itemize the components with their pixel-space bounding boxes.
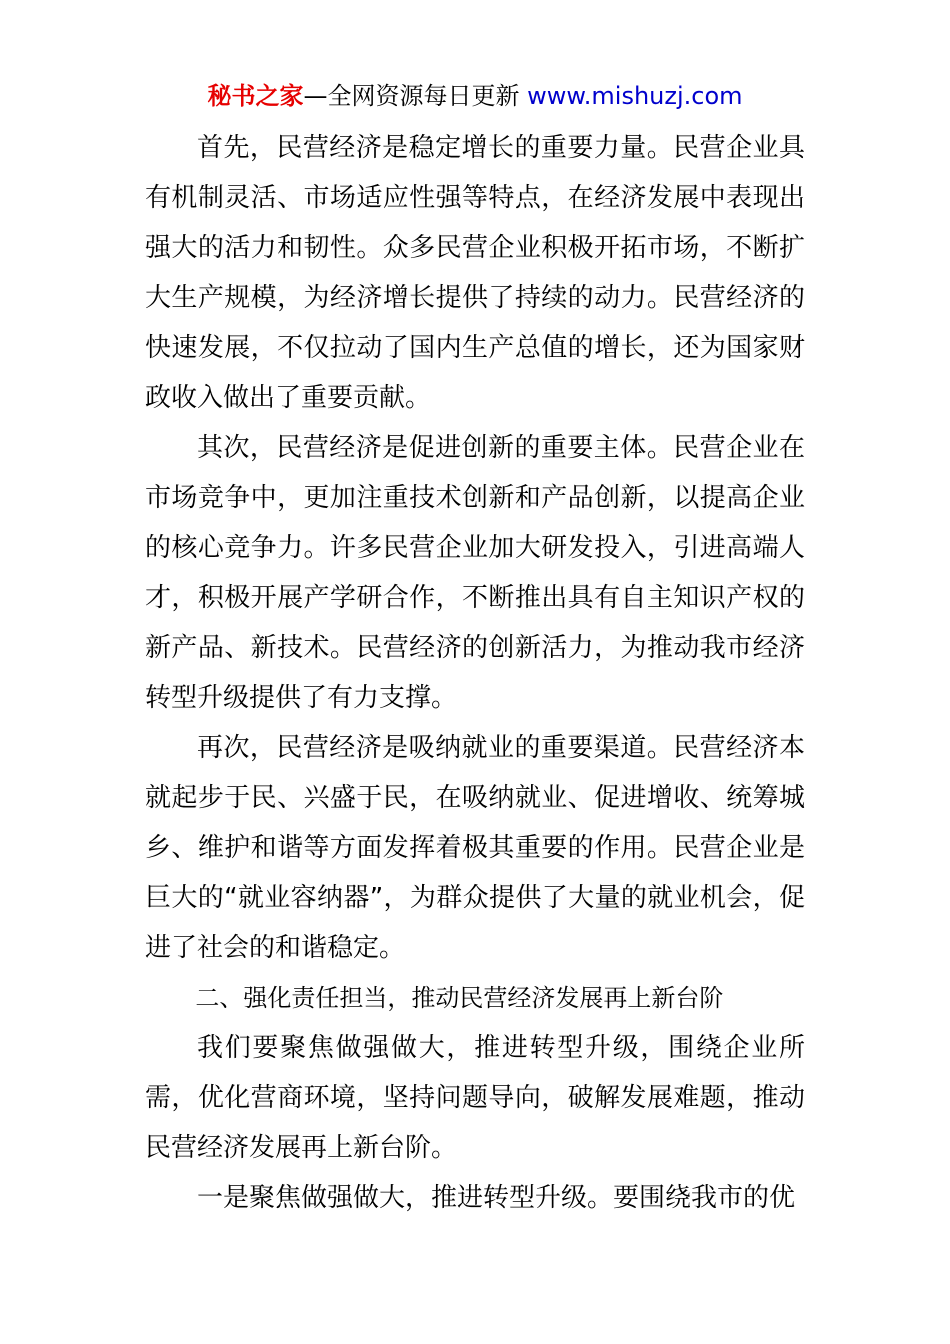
paragraph-5: 一是聚焦做强做大，推进转型升级。要围绕我市的优 bbox=[197, 1183, 796, 1213]
document-body bbox=[145, 123, 805, 1223]
site-url-link[interactable]: www.mishuzj.com bbox=[527, 82, 743, 110]
site-brand: 秘书之家 bbox=[207, 82, 304, 110]
paragraph-2: 其次，民营经济是促进创新的重要主体。民营企业在市场竞争中，更加注重技术创新和产品创新，以提高企业的核心竞争力。许多民营企业加大研发投入，引进高端人才，积极开展产学研合作，不断推出具有自主知识产权的新产品、新技术。民营经济的创新活力，为推动我市经济转型升级提供了有力支撑。 bbox=[145, 433, 805, 713]
paragraph-4: 我们要聚焦做强做大，推进转型升级，围绕企业所需，优化营商环境，坚持问题导向，破解发展难题，推动民营经济发展再上新台阶。 bbox=[145, 1033, 805, 1163]
paragraph-1: 首先，民营经济是稳定增长的重要力量。民营企业具有机制灵活、市场适应性强等特点，在经济发展中表现出强大的活力和韧性。众多民营企业积极开拓市场，不断扩大生产规模，为经济增长提供了持续的动力。民营经济的快速发展，不仅拉动了国内生产总值的增长，还为国家财政收入做出了重要贡献。 bbox=[145, 133, 805, 413]
section-heading-2: 二、强化责任担当，推动民营经济发展再上新台阶 bbox=[195, 984, 724, 1012]
paragraph-3: 再次，民营经济是吸纳就业的重要渠道。民营经济本就起步于民、兴盛于民，在吸纳就业、促进增收、统筹城乡、维护和谐等方面发挥着极其重要的作用。民营企业是巨大的“就业容纳器”，为群众提供了大量的就业机会，促进了社会的和谐稳定。 bbox=[145, 733, 805, 963]
site-header bbox=[0, 80, 950, 112]
site-tagline: —全网资源每日更新 bbox=[303, 82, 520, 110]
